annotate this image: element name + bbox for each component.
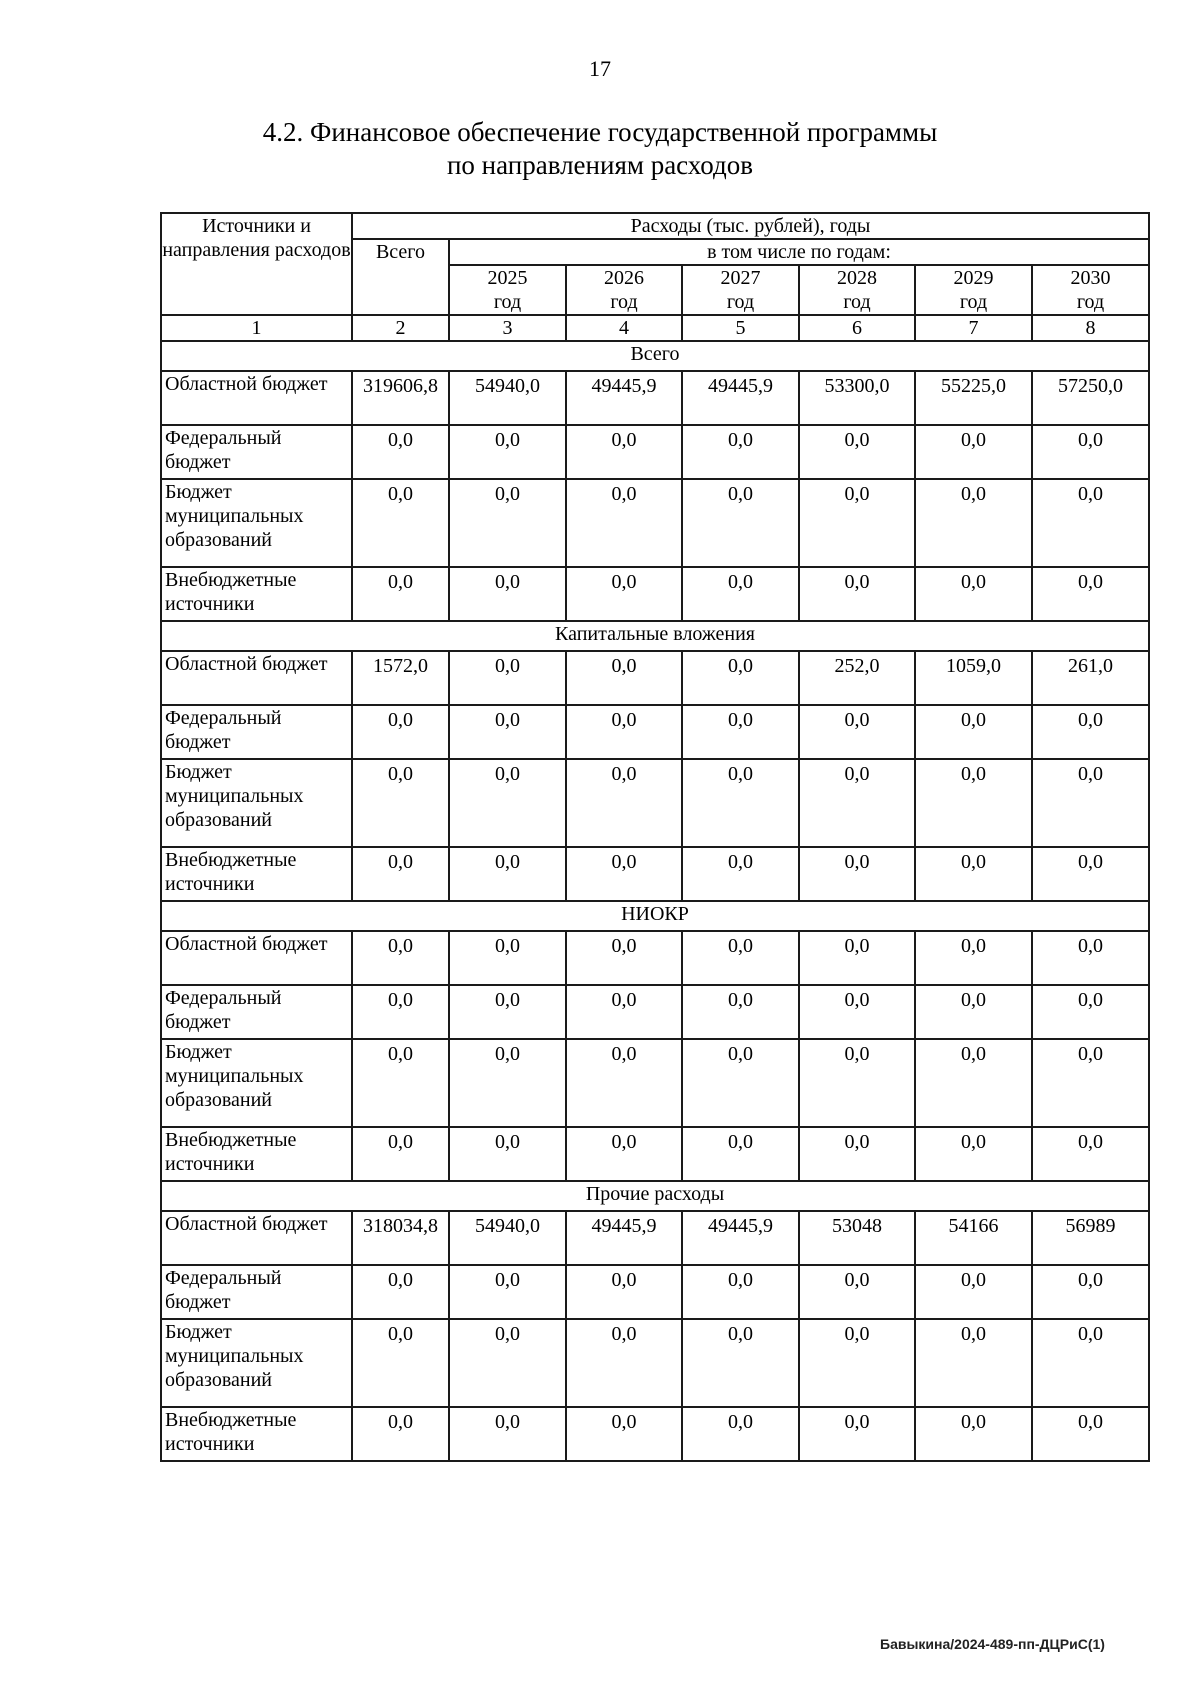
year-unit: год — [843, 291, 871, 313]
year-unit: год — [959, 291, 988, 313]
table-row — [161, 705, 1149, 759]
table-cell: 0,0 — [1032, 931, 1149, 985]
year-label: 2029 — [953, 267, 994, 289]
table-cell: 0,0 — [915, 847, 1032, 901]
row-label: Федеральный бюджет — [161, 425, 352, 479]
section-title: Всего — [161, 341, 1149, 371]
table-cell: 0,0 — [566, 479, 682, 567]
table-cell: 0,0 — [566, 847, 682, 901]
table-row — [161, 759, 1149, 847]
row-label: Внебюджетные источники — [161, 567, 352, 621]
table-cell: 49445,9 — [682, 371, 799, 425]
table-cell: 0,0 — [449, 985, 566, 1039]
table-cell: 0,0 — [915, 1265, 1032, 1319]
table-cell: 0,0 — [352, 1319, 449, 1407]
table-cell: 0,0 — [682, 847, 799, 901]
row-label: Внебюджетные источники — [161, 1407, 352, 1461]
table-cell: 0,0 — [449, 479, 566, 567]
table-cell: 0,0 — [566, 705, 682, 759]
table-cell: 57250,0 — [1032, 371, 1149, 425]
table-cell: 261,0 — [1032, 651, 1149, 705]
table-cell: 0,0 — [566, 1407, 682, 1461]
table-cell: 0,0 — [352, 1127, 449, 1181]
table-cell: 0,0 — [1032, 1039, 1149, 1127]
header-year-2029 — [915, 265, 1032, 315]
table-cell: 0,0 — [799, 425, 915, 479]
table-cell: 0,0 — [352, 1265, 449, 1319]
table-cell: 1059,0 — [915, 651, 1032, 705]
year-label: 2025 — [487, 267, 528, 289]
table-cell: 0,0 — [915, 567, 1032, 621]
table-cell: 1572,0 — [352, 651, 449, 705]
table-cell: 318034,8 — [352, 1211, 449, 1265]
row-label: Внебюджетные источники — [161, 847, 352, 901]
section-header-row — [161, 901, 1149, 931]
table-cell: 0,0 — [352, 985, 449, 1039]
header-row-1 — [161, 213, 1149, 239]
table-cell: 0,0 — [799, 931, 915, 985]
section-header-row — [161, 621, 1149, 651]
section-title: Капитальные вложения — [161, 621, 1149, 651]
table-cell: 0,0 — [799, 567, 915, 621]
year-label: 2028 — [837, 267, 877, 289]
table-cell: 0,0 — [682, 479, 799, 567]
table-cell: 319606,8 — [352, 371, 449, 425]
year-unit: год — [1076, 291, 1105, 313]
table-cell: 0,0 — [915, 931, 1032, 985]
table-cell: 0,0 — [682, 1319, 799, 1407]
table-cell: 0,0 — [1032, 567, 1149, 621]
table-cell: 0,0 — [915, 1407, 1032, 1461]
table-cell: 0,0 — [915, 479, 1032, 567]
table-row — [161, 651, 1149, 705]
table-cell: 0,0 — [449, 1319, 566, 1407]
table-cell: 0,0 — [799, 479, 915, 567]
table-cell: 49445,9 — [566, 371, 682, 425]
row-label: Федеральный бюджет — [161, 1265, 352, 1319]
table-cell: 0,0 — [352, 1407, 449, 1461]
table-cell: 0,0 — [566, 567, 682, 621]
table-cell: 0,0 — [352, 1039, 449, 1127]
row-label: Внебюджетные источники — [161, 1127, 352, 1181]
year-label: 2027 — [720, 267, 761, 289]
table-cell: 0,0 — [682, 1039, 799, 1127]
table-cell: 0,0 — [1032, 1319, 1149, 1407]
table-cell: 53300,0 — [799, 371, 915, 425]
section-title: НИОКР — [161, 901, 1149, 931]
table-cell: 49445,9 — [682, 1211, 799, 1265]
document-footer: Бавыкина/2024-489-пп-ДЦРиС(1) — [880, 1636, 1105, 1652]
header-year-2030 — [1032, 265, 1149, 315]
row-label: Бюджет муниципальных образований — [161, 479, 352, 567]
table-cell: 0,0 — [352, 479, 449, 567]
year-label: 2030 — [1070, 267, 1111, 289]
table-cell: 0,0 — [1032, 425, 1149, 479]
section-header-row — [161, 1181, 1149, 1211]
year-unit: год — [610, 291, 638, 313]
table-cell: 0,0 — [352, 705, 449, 759]
table-row — [161, 985, 1149, 1039]
table-cell: 0,0 — [449, 1265, 566, 1319]
table-cell: 0,0 — [799, 847, 915, 901]
table-cell: 0,0 — [682, 1127, 799, 1181]
table-cell: 0,0 — [799, 985, 915, 1039]
table-cell: 0,0 — [915, 1127, 1032, 1181]
column-number: 1 — [161, 315, 352, 341]
table-cell: 0,0 — [915, 425, 1032, 479]
table-cell: 0,0 — [566, 1127, 682, 1181]
financing-table — [160, 212, 1150, 1462]
table-cell: 0,0 — [566, 425, 682, 479]
table-row — [161, 479, 1149, 567]
row-label: Областной бюджет — [161, 651, 352, 705]
table-row — [161, 1319, 1149, 1407]
table-cell: 0,0 — [799, 759, 915, 847]
table-cell: 0,0 — [915, 759, 1032, 847]
table-cell: 0,0 — [915, 705, 1032, 759]
table-row — [161, 1127, 1149, 1181]
table-cell: 0,0 — [682, 651, 799, 705]
table-cell: 0,0 — [1032, 705, 1149, 759]
table-row — [161, 1265, 1149, 1319]
table-cell: 0,0 — [682, 567, 799, 621]
table-cell: 0,0 — [449, 1039, 566, 1127]
year-unit: год — [493, 291, 522, 313]
table-cell: 0,0 — [449, 705, 566, 759]
row-label: Областной бюджет — [161, 931, 352, 985]
table-row — [161, 371, 1149, 425]
table-cell: 0,0 — [799, 705, 915, 759]
header-year-2025 — [449, 265, 566, 315]
row-label: Федеральный бюджет — [161, 985, 352, 1039]
table-row — [161, 1211, 1149, 1265]
header-year-2027 — [682, 265, 799, 315]
column-number: 5 — [682, 315, 799, 341]
table-cell: 0,0 — [915, 1319, 1032, 1407]
table-cell: 0,0 — [682, 1407, 799, 1461]
column-number: 8 — [1032, 315, 1149, 341]
table-cell: 0,0 — [915, 985, 1032, 1039]
section-header-row — [161, 341, 1149, 371]
header-expenses: Расходы (тыс. рублей), годы — [352, 213, 1149, 239]
table-cell: 0,0 — [1032, 847, 1149, 901]
column-number: 3 — [449, 315, 566, 341]
table-cell: 0,0 — [352, 847, 449, 901]
table-cell: 0,0 — [1032, 759, 1149, 847]
table-cell: 0,0 — [799, 1127, 915, 1181]
table-cell: 0,0 — [915, 1039, 1032, 1127]
table-cell: 0,0 — [449, 1127, 566, 1181]
page-title-line-2: по направлениям расходов — [446, 150, 753, 180]
table-cell: 0,0 — [682, 1265, 799, 1319]
page-title-line-1: 4.2. Финансовое обеспечение государственной программы — [262, 117, 938, 147]
table-cell: 0,0 — [566, 1319, 682, 1407]
table-cell: 0,0 — [449, 847, 566, 901]
table-cell: 252,0 — [799, 651, 915, 705]
column-number: 7 — [915, 315, 1032, 341]
column-number: 2 — [352, 315, 449, 341]
year-unit: год — [726, 291, 755, 313]
table-cell: 54940,0 — [449, 371, 566, 425]
header-by-years: в том числе по годам: — [449, 239, 1149, 265]
page-title — [0, 116, 1200, 182]
table-cell: 0,0 — [566, 759, 682, 847]
column-numbers-row — [161, 315, 1149, 341]
year-label: 2026 — [604, 267, 644, 289]
table-cell: 56989 — [1032, 1211, 1149, 1265]
table-cell: 0,0 — [682, 705, 799, 759]
table-row — [161, 931, 1149, 985]
section-title: Прочие расходы — [161, 1181, 1149, 1211]
table-cell: 0,0 — [799, 1407, 915, 1461]
table-cell: 0,0 — [449, 1407, 566, 1461]
row-label: Бюджет муниципальных образований — [161, 1319, 352, 1407]
header-year-2028 — [799, 265, 915, 315]
row-label: Областной бюджет — [161, 371, 352, 425]
table-cell: 53048 — [799, 1211, 915, 1265]
table-cell: 0,0 — [799, 1265, 915, 1319]
header-year-2026 — [566, 265, 682, 315]
column-number: 4 — [566, 315, 682, 341]
table-row — [161, 567, 1149, 621]
table-cell: 0,0 — [352, 425, 449, 479]
header-total: Всего — [352, 239, 449, 315]
table-cell: 0,0 — [566, 1265, 682, 1319]
table-row — [161, 1407, 1149, 1461]
table-cell: 54166 — [915, 1211, 1032, 1265]
table-cell: 0,0 — [352, 931, 449, 985]
table-cell: 0,0 — [1032, 479, 1149, 567]
row-label: Областной бюджет — [161, 1211, 352, 1265]
table-cell: 0,0 — [352, 759, 449, 847]
table-cell: 0,0 — [449, 759, 566, 847]
table-cell: 0,0 — [566, 651, 682, 705]
table-cell: 0,0 — [1032, 1127, 1149, 1181]
table-cell: 55225,0 — [915, 371, 1032, 425]
table-row — [161, 1039, 1149, 1127]
table-cell: 0,0 — [449, 567, 566, 621]
table-cell: 0,0 — [799, 1319, 915, 1407]
table-cell: 49445,9 — [566, 1211, 682, 1265]
table-cell: 0,0 — [1032, 985, 1149, 1039]
table-cell: 0,0 — [566, 1039, 682, 1127]
table-cell: 0,0 — [566, 931, 682, 985]
table-cell: 0,0 — [449, 651, 566, 705]
table-cell: 0,0 — [682, 425, 799, 479]
page-number: 17 — [589, 56, 611, 81]
table-cell: 0,0 — [566, 985, 682, 1039]
table-cell: 0,0 — [449, 425, 566, 479]
table-cell: 0,0 — [682, 931, 799, 985]
column-number: 6 — [799, 315, 915, 341]
table-cell: 0,0 — [1032, 1265, 1149, 1319]
row-label: Бюджет муниципальных образований — [161, 759, 352, 847]
table-row — [161, 847, 1149, 901]
table-cell: 0,0 — [682, 985, 799, 1039]
table-cell: 0,0 — [682, 759, 799, 847]
table-cell: 54940,0 — [449, 1211, 566, 1265]
table-cell: 0,0 — [1032, 1407, 1149, 1461]
header-sources: Источники и направления расходов — [161, 213, 352, 315]
table-cell: 0,0 — [449, 931, 566, 985]
row-label: Бюджет муниципальных образований — [161, 1039, 352, 1127]
table-row — [161, 425, 1149, 479]
table-cell: 0,0 — [799, 1039, 915, 1127]
row-label: Федеральный бюджет — [161, 705, 352, 759]
table-cell: 0,0 — [352, 567, 449, 621]
